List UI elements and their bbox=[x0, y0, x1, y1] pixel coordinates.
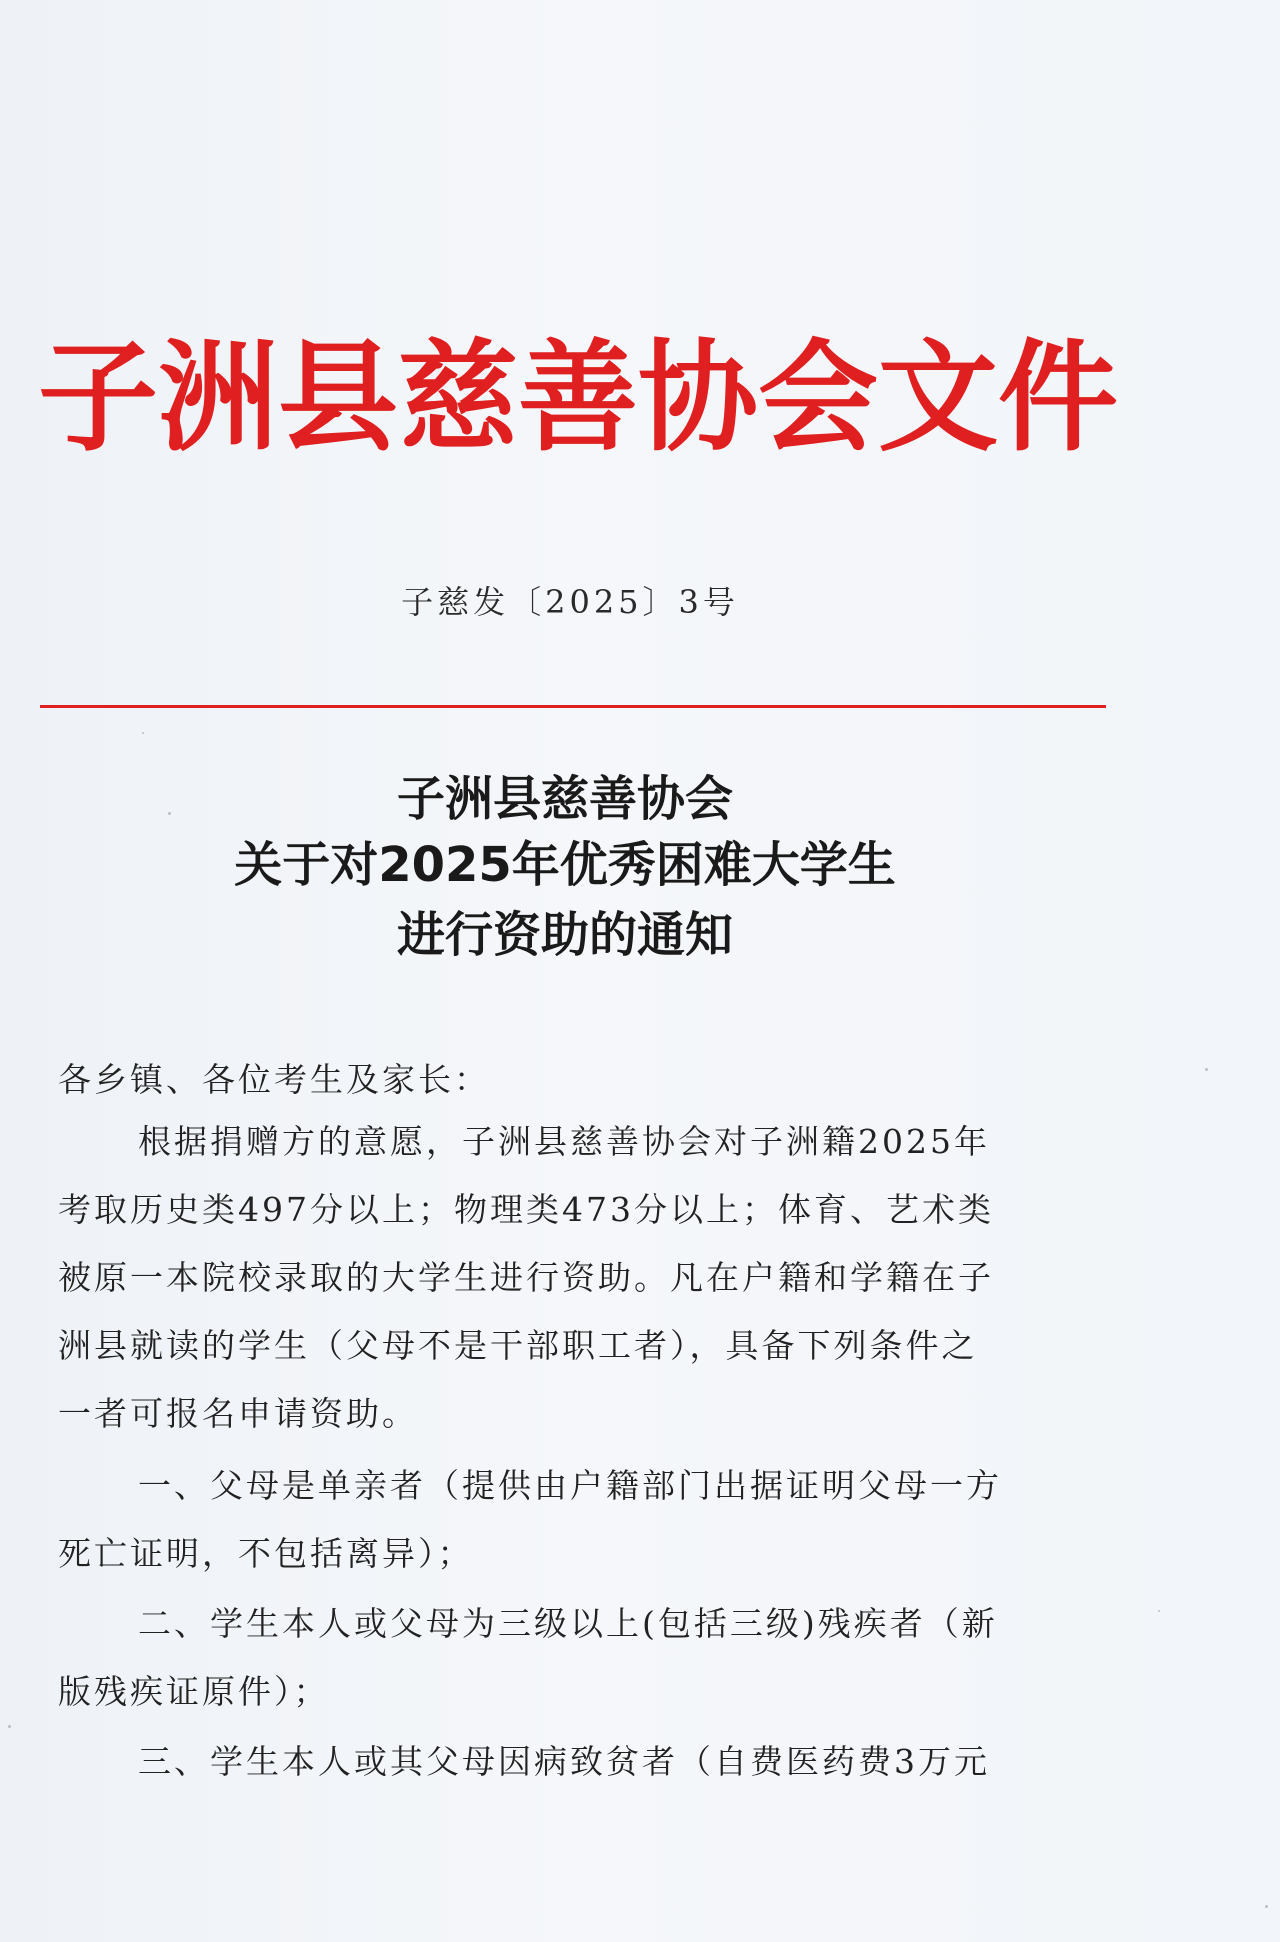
salutation: 各乡镇、各位考生及家长： bbox=[58, 1060, 490, 1099]
notice-title-line-1: 子洲县慈善协会 bbox=[396, 771, 733, 827]
document-number: 子慈发〔2025〕3号 bbox=[401, 583, 739, 621]
intro-line: 考取历史类497分以上；物理类473分以上；体育、艺术类 bbox=[58, 1190, 994, 1229]
intro-line: 一者可报名申请资助。 bbox=[58, 1394, 418, 1433]
masthead-title: 子洲县慈善协会文件 bbox=[38, 327, 1118, 468]
paper-speck bbox=[1158, 1610, 1160, 1612]
intro-line: 根据捐赠方的意愿，子洲县慈善协会对子洲籍2025年 bbox=[138, 1122, 990, 1161]
condition-item-2-line-2: 版残疾证原件）； bbox=[58, 1672, 330, 1711]
condition-item-1-line-2: 死亡证明，不包括离异）； bbox=[58, 1534, 474, 1573]
paper-speck bbox=[1265, 1905, 1268, 1908]
notice-title-line-3: 进行资助的通知 bbox=[396, 907, 733, 963]
red-divider bbox=[40, 705, 1106, 708]
intro-line: 洲县就读的学生（父母不是干部职工者），具备下列条件之 bbox=[58, 1326, 978, 1365]
condition-item-2-line-1: 二、学生本人或父母为三级以上(包括三级)残疾者（新 bbox=[138, 1604, 998, 1643]
paper-speck bbox=[8, 1725, 11, 1728]
paper-speck bbox=[142, 732, 144, 734]
paper-speck bbox=[168, 812, 171, 815]
notice-title-line-2: 关于对2025年优秀困难大学生 bbox=[234, 837, 896, 893]
intro-line: 被原一本院校录取的大学生进行资助。凡在户籍和学籍在子 bbox=[58, 1258, 994, 1297]
paper-speck bbox=[1205, 1068, 1208, 1071]
condition-item-1-line-1: 一、父母是单亲者（提供由户籍部门出据证明父母一方 bbox=[138, 1466, 1002, 1505]
condition-item-3-line-1: 三、学生本人或其父母因病致贫者（自费医药费3万元 bbox=[138, 1742, 990, 1781]
